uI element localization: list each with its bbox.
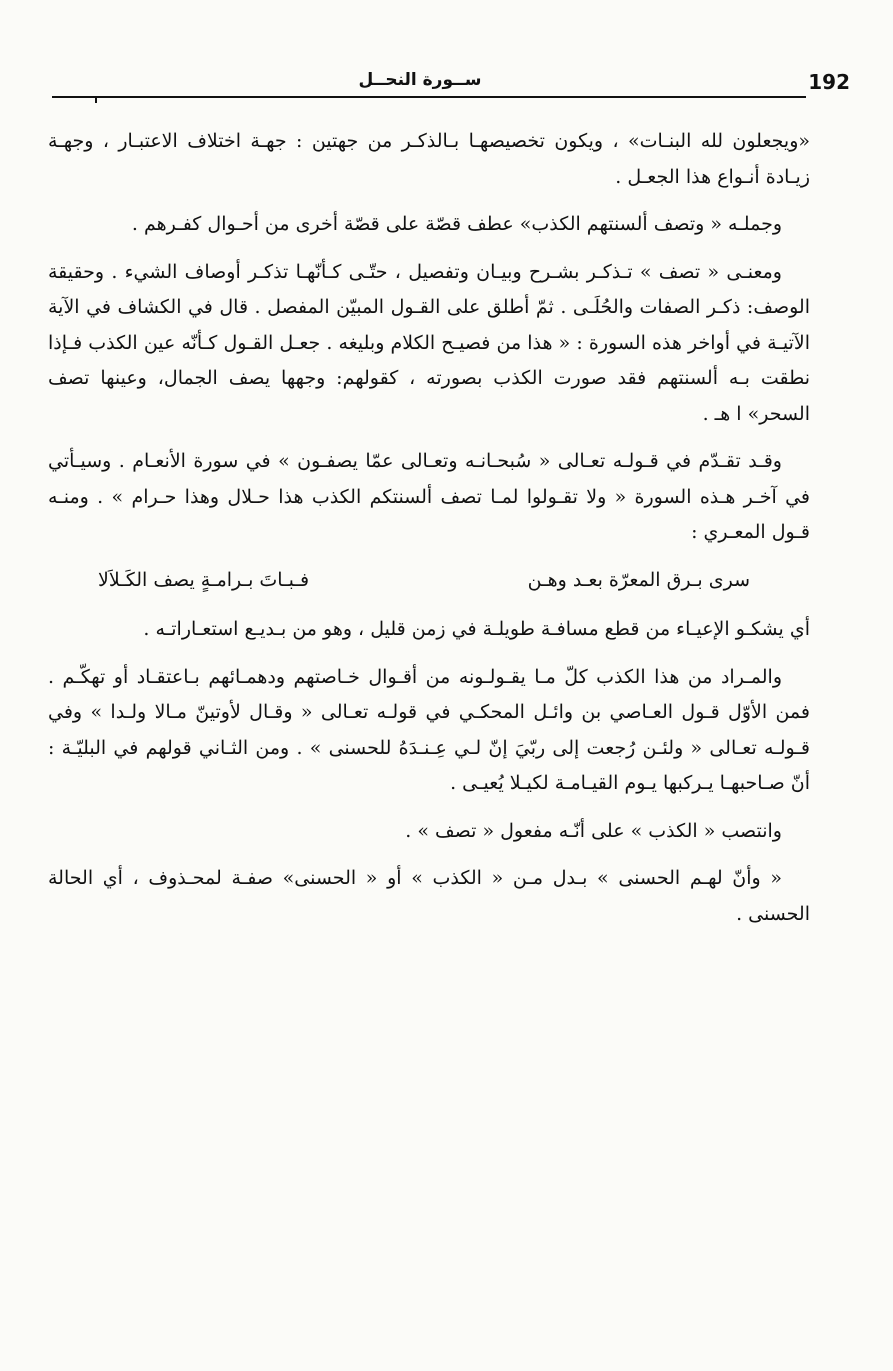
paragraph: وانتصب « الكذب » على أنّـه مفعول « تصف » . xyxy=(405,819,782,842)
verse-first-hemistich: سرى بـرق المعرّة بعـد وهـن xyxy=(527,568,750,591)
paragraph: والمـراد من هذا الكذب كلّ مـا يقـولـونه من أقـوال خـاصتهم ودهمـائهم بـاعتقـاد أو تهكّـم . فمن الأوّل قـول العـاصي بن وائـل المحكـي في قولـه تعـالى « وقـال لأوتينّ مـالا ولـدا » وفي قـولـه تعـالى « ولئـن رُجعت إلى ربّيَ إنّ لـي عِـنـدَهُ للحسنى » . ومن الثـاني قولهم في البليّـة : أنّ صـاحبهـا يـركبها يـوم القيـامـة لكيـلا يُعيـى . xyxy=(48,665,810,794)
paragraph: وقـد تقـدّم في قـولـه تعـالى « سُبحـانـه وتعـالى عمّا يصفـون » في سورة الأنعـام . وسيـأتي في آخـر هـذه السورة « ولا تقـولوا لمـا تصف ألسنتكم الكذب هذا حـلال وهذا حـرام » . ومنـه قـول المعـري : xyxy=(48,450,810,543)
running-head: ســورة النحــل xyxy=(358,70,482,90)
verse-second-hemistich: فـبـاتَ بـرامـةٍ يصف الكَـلاَلا xyxy=(98,568,310,591)
header-rule xyxy=(52,96,806,98)
paragraph: « وأنّ لهـم الحسنى » بـدل مـن « الكذب » أو « الحسنى» صفـة لمحـذوف ، أي الحالة الحسنى . xyxy=(48,867,810,925)
paragraph: ومعنـى « تصف » تـذكـر بشـرح وبيـان وتفصيل ، حتّـى كـأنّهـا تذكـر أوصاف الشيء . وحقيقة الوصف: ذكـر الصفات والحُلَـى . ثمّ أطلق على القـول المبيّن المفصل . قال في الكشاف في الآية الآتيـة في أواخر هذه السورة : « هذا من فصيـح الكلام وبليغه . جعـل القـول كـأنّه عين الكذب فـإذا نطقت بـه ألسنتهم فقد صورت الكذب بصورته ، كقولهم: وجهها يصف الجمال، وعينها تصف السحر» ا هـ . xyxy=(48,260,810,425)
header-rule-tick xyxy=(95,96,97,103)
page-body xyxy=(48,124,810,932)
paragraph: أي يشكـو الإعيـاء من قطع مسافـة طويلـة في زمن قليل ، وهو من بـديـع استعـاراتـه . xyxy=(143,618,810,640)
paragraph: «ويجعلون لله البنـات» ، ويكون تخصيصهـا بـالذكـر من جهتين : جهـة اختلاف الاعتبـار ، وجهـة زيـادة أنـواع هذا الجعـل . xyxy=(48,130,810,188)
page-number: 192 xyxy=(808,70,850,94)
poetry-verse xyxy=(48,563,810,599)
paragraph: وجملـه « وتصف ألسنتهم الكذب» عطف قصّة على قصّة أخرى من أحـوال كفـرهم . xyxy=(131,213,782,235)
